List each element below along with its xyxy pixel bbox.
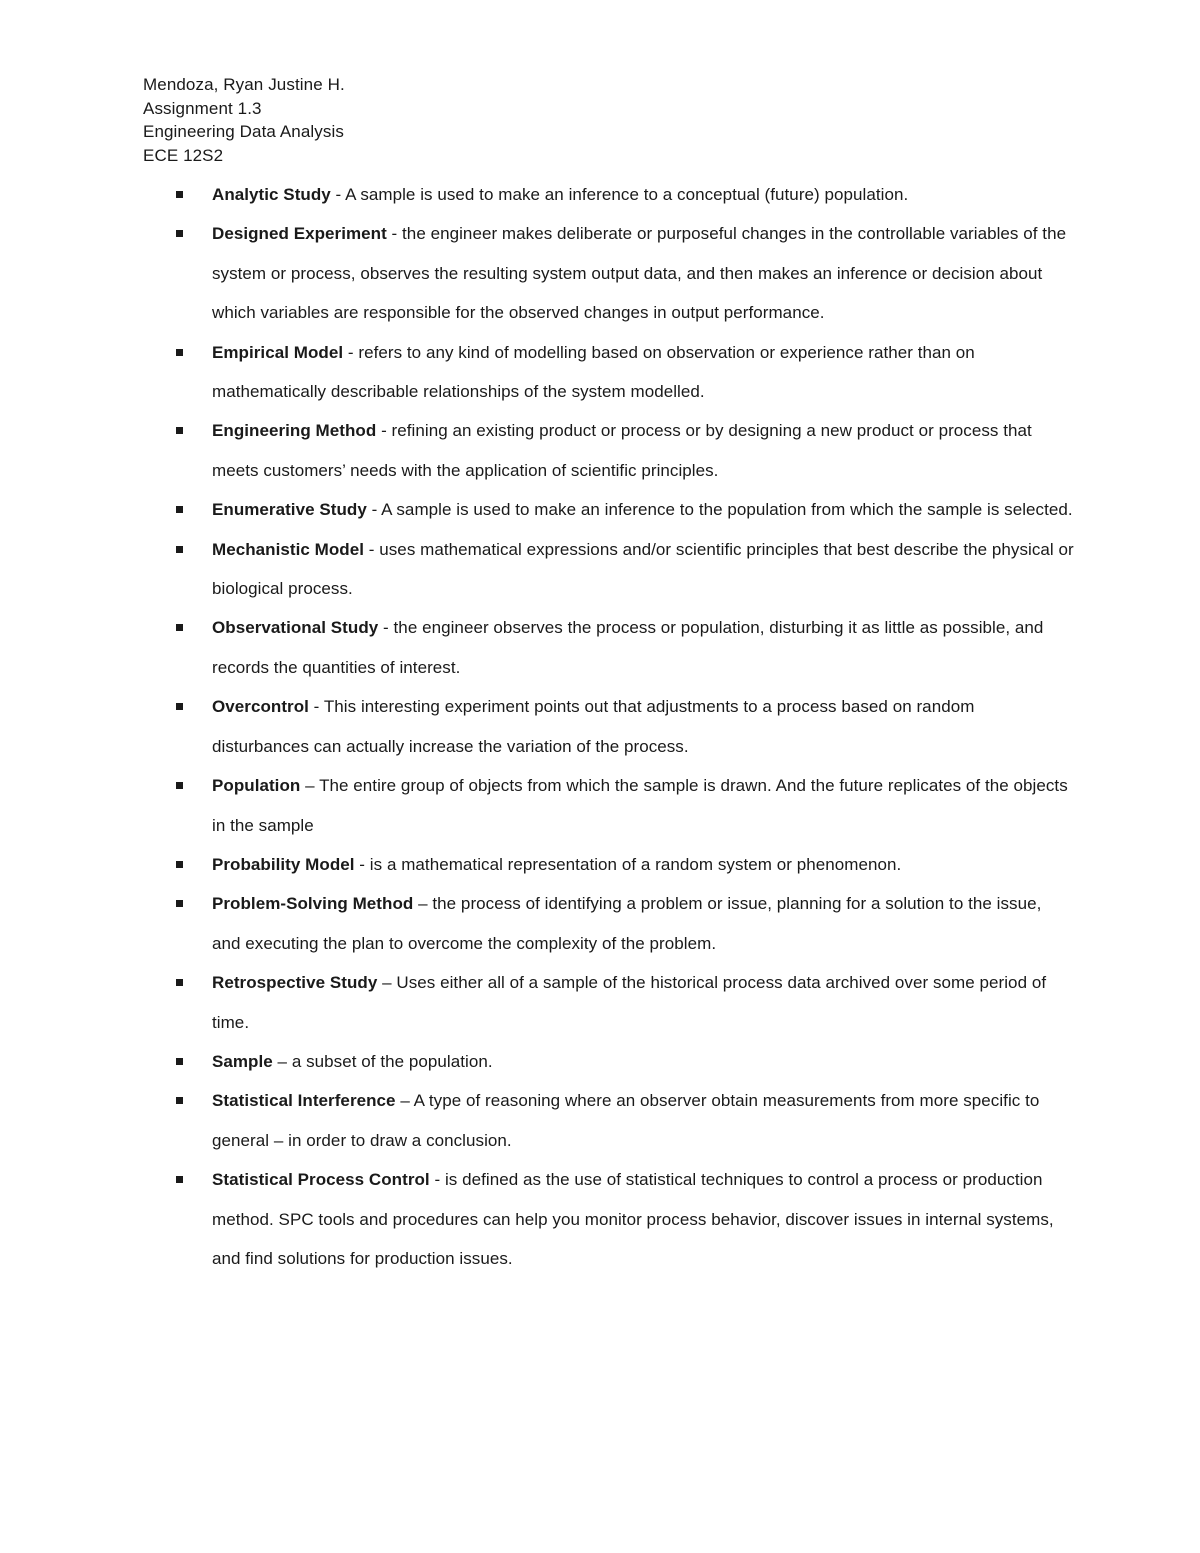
term-definition: – The entire group of objects from which the sample is drawn. And the future replicates of the objects in the sample — [212, 776, 1068, 835]
course-name: Engineering Data Analysis — [143, 122, 344, 141]
list-item — [174, 884, 1074, 963]
square-bullet-icon — [176, 624, 183, 631]
term-label: Problem-Solving Method — [212, 894, 414, 914]
square-bullet-icon — [176, 1058, 183, 1065]
list-item — [174, 963, 1074, 1042]
term-definition: - A sample is used to make an inference to a conceptual (future) population. — [330, 185, 909, 204]
term-label: Engineering Method — [212, 421, 377, 441]
square-bullet-icon — [176, 1097, 183, 1104]
list-item — [174, 490, 1074, 529]
term-definition: - the engineer makes deliberate or purposeful changes in the controllable variables of the system or process, observes the resulting system output data, and then makes an inference or decision about which variables are responsible for the observed changes in output performance. — [212, 224, 1067, 323]
list-item — [174, 845, 1074, 884]
student-name: Mendoza, Ryan Justine H. — [143, 75, 345, 94]
term-label: Observational Study — [212, 618, 379, 638]
term-label: Probability Model — [212, 854, 355, 874]
square-bullet-icon — [176, 349, 183, 356]
term-definition: - refining an existing product or process or by designing a new product or process that meets customers’ needs with the application of scientific principles. — [212, 421, 1032, 480]
square-bullet-icon — [176, 546, 183, 553]
term-definition: – A type of reasoning where an observer obtain measurements from more specific to general – in order to draw a conclusion. — [212, 1091, 1040, 1150]
list-item — [174, 1160, 1074, 1278]
term-definition: - the engineer observes the process or population, disturbing it as little as possible, and records the quantities of interest. — [212, 618, 1044, 677]
term-definition: – Uses either all of a sample of the historical process data archived over some period of time. — [212, 973, 1047, 1032]
square-bullet-icon — [176, 979, 183, 986]
list-item — [174, 333, 1074, 412]
document-header — [143, 73, 1043, 167]
term-label: Population — [212, 776, 301, 796]
list-item — [174, 411, 1074, 490]
term-label: Mechanistic Model — [212, 539, 364, 559]
square-bullet-icon — [176, 230, 183, 237]
list-item — [174, 1042, 1074, 1081]
term-definition: - uses mathematical expressions and/or scientific principles that best describe the physical or biological process. — [212, 539, 1074, 599]
list-item — [174, 608, 1074, 687]
square-bullet-icon — [176, 506, 183, 513]
term-definition: - is defined as the use of statistical techniques to control a process or production method. SPC tools and procedures can help you monitor process behavior, discover issues in internal systems, and find solutions for production issues. — [212, 1170, 1054, 1268]
term-label: Empirical Model — [212, 342, 344, 362]
list-item — [174, 214, 1074, 332]
list-item — [174, 530, 1074, 609]
term-label: Enumerative Study — [212, 500, 367, 520]
square-bullet-icon — [176, 191, 183, 198]
term-definition: – the process of identifying a problem or issue, planning for a solution to the issue, and executing the plan to overcome the complexity of the problem. — [212, 894, 1042, 953]
term-definition: – a subset of the population. — [272, 1051, 493, 1071]
definition-list — [174, 175, 1074, 1278]
section-code: ECE 12S2 — [143, 145, 224, 165]
term-definition: - refers to any kind of modelling based on observation or experience rather than on mathematically describable relationships of the system modelled. — [212, 342, 975, 402]
term-label: Sample — [212, 1051, 273, 1071]
square-bullet-icon — [176, 1176, 183, 1183]
square-bullet-icon — [176, 427, 183, 434]
term-definition: - is a mathematical representation of a random system or phenomenon. — [354, 854, 902, 874]
list-item — [174, 766, 1074, 845]
term-label: Analytic Study — [212, 185, 331, 204]
list-item — [174, 687, 1074, 766]
term-label: Statistical Process Control — [212, 1170, 430, 1190]
term-label: Overcontrol — [212, 697, 309, 717]
term-definition: - This interesting experiment points out that adjustments to a process based on random disturbances can actually increase the variation of the process. — [212, 697, 975, 756]
list-item — [174, 175, 1074, 214]
assignment-title: Assignment 1.3 — [143, 98, 262, 118]
term-label: Statistical Interference — [212, 1091, 396, 1111]
square-bullet-icon — [176, 782, 183, 789]
term-label: Retrospective Study — [212, 973, 378, 993]
square-bullet-icon — [176, 703, 183, 710]
list-item — [174, 1081, 1074, 1160]
term-label: Designed Experiment — [212, 224, 387, 244]
square-bullet-icon — [176, 861, 183, 868]
term-definition: - A sample is used to make an inference to the population from which the sample is selected. — [366, 500, 1073, 520]
square-bullet-icon — [176, 900, 183, 907]
